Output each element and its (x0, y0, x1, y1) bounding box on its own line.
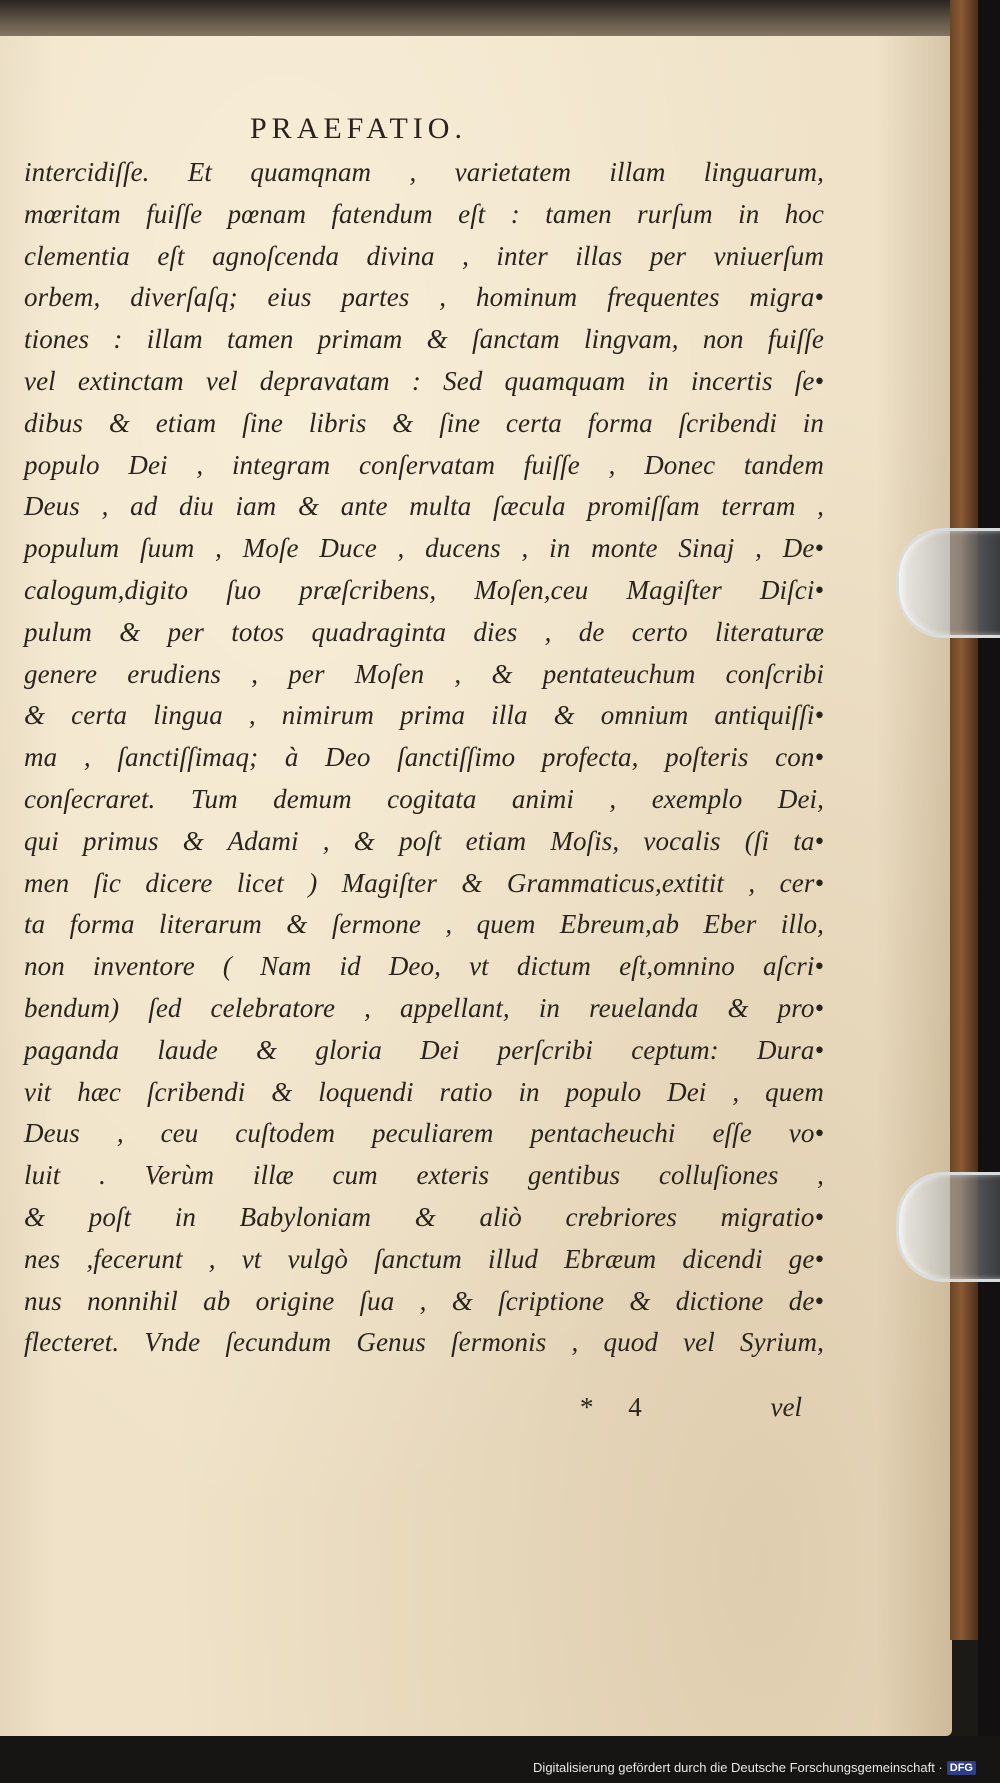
text-line: genere erudiens , per Moſen , & pentateuchum conſcribi (24, 658, 824, 689)
text-line: clementia eſt agnoſcenda divina , inter illas per vniuerſum (24, 240, 824, 271)
text-line: populum ſuum , Moſe Duce , ducens , in monte Sinaj , De• (24, 533, 824, 564)
text-line: nes ,fecerunt , vt vulgò ſanctum illud Ebræum dicendi ge• (24, 1243, 824, 1274)
catchword: vel (770, 1392, 802, 1422)
text-line: ta forma literarum & ſermone , quem Ebreum,ab Eber illo, (24, 909, 824, 940)
catchline (580, 1392, 802, 1423)
text-line: flecteret. Vnde ſecundum Genus ſermonis , quod vel Syrium, (24, 1327, 824, 1358)
dfg-logo: DFG (947, 1761, 976, 1775)
signature-mark: * 4 (580, 1392, 656, 1422)
text-line: intercidiſſe. Et quamqnam , varietatem illam linguarum, (24, 157, 824, 187)
text-line: tiones : illam tamen primam & ſanctam lingvam, non fuiſſe (24, 324, 824, 355)
text-line: qui primus & Adami , & poſt etiam Moſis, vocalis (ſi ta• (24, 825, 824, 856)
text-line: pulum & per totos quadraginta dies , de certo literaturæ (24, 616, 824, 647)
book-top-edge (0, 0, 952, 40)
text-line: paganda laude & gloria Dei perſcribi ceptum: Dura• (24, 1034, 824, 1065)
text-line: men ſic dicere licet ) Magiſter & Grammaticus,extitit , cer• (24, 867, 824, 898)
book-cover-edge (950, 0, 978, 1640)
text-line: non inventore ( Nam id Deo, vt dictum eſt,omnino aſcri• (24, 951, 824, 982)
text-line: ma , ſanctiſſimaq; à Deo ſanctiſſimo profecta, poſteris con• (24, 742, 824, 773)
digitization-credit (533, 1760, 976, 1775)
text-line: populo Dei , integram conſervatam fuiſſe , Donec tandem (24, 449, 824, 480)
page-clip-bottom (896, 1172, 1000, 1282)
body-text (24, 152, 824, 1364)
text-line: bendum) ſed celebratore , appellant, in reuelanda & pro• (24, 992, 824, 1023)
text-line: & certa lingua , nimirum prima illa & omnium antiquiſſi• (24, 700, 824, 731)
text-line: conſecraret. Tum demum cogitata animi , exemplo Dei, (24, 783, 824, 814)
running-heading: PRAEFATIO. (250, 112, 467, 145)
text-line: calogum,digito ſuo præſcribens, Moſen,ceu Magiſter Diſci• (24, 574, 824, 605)
page-clip-top (896, 528, 1000, 638)
text-line: vit hæc ſcribendi & loquendi ratio in populo Dei , quem (24, 1076, 824, 1107)
text-line: & poſt in Babyloniam & aliò crebriores migratio• (24, 1201, 824, 1232)
text-line: luit . Verùm illæ cum exteris gentibus colluſiones , (24, 1160, 824, 1191)
text-line: nus nonnihil ab origine ſua , & ſcriptione & dictione de• (24, 1285, 824, 1316)
text-line: dibus & etiam ſine libris & ſine certa forma ſcribendi in (24, 407, 824, 438)
text-line: orbem, diverſaſq; eius partes , hominum frequentes migra• (24, 282, 824, 313)
text-line: mœritam fuiſſe pœnam fatendum eſt : tamen rurſum in hoc (24, 198, 824, 229)
credit-text: Digitalisierung gefördert durch die Deutsche Forschungsgemeinschaft · (533, 1760, 943, 1775)
text-line: Deus , ad diu iam & ante multa ſæcula promiſſam terram , (24, 491, 824, 522)
text-line: vel extinctam vel depravatam : Sed quamquam in incertis ſe• (24, 365, 824, 396)
text-line: Deus , ceu cuſtodem peculiarem pentacheuchi eſſe vo• (24, 1118, 824, 1149)
scan-background-right (978, 0, 1000, 1783)
